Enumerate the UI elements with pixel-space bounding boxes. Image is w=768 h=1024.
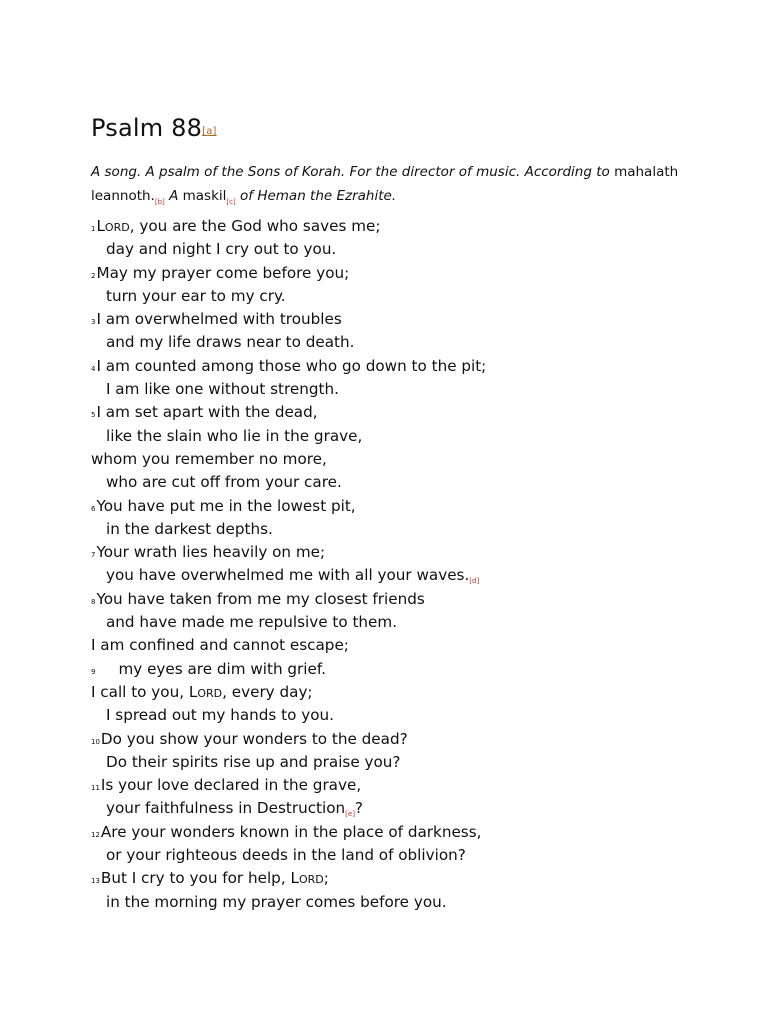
verse-number: 13 xyxy=(91,877,100,886)
verse-number: 9 xyxy=(91,667,96,676)
verse-text: I call to you, xyxy=(91,682,189,701)
verse-line xyxy=(91,495,711,518)
verse-line xyxy=(91,378,711,401)
verse-text: I am set apart with the dead, xyxy=(96,403,318,422)
verse-line xyxy=(91,285,711,308)
page-title xyxy=(91,112,217,144)
verse-number: 5 xyxy=(91,411,96,420)
verse-text: , you are the God who saves me; xyxy=(129,217,381,235)
verse-line xyxy=(91,331,711,354)
verse-text: whom you remember no more, xyxy=(91,449,327,468)
verse-line xyxy=(91,425,711,448)
verse-text: I am like one without strength. xyxy=(106,380,339,399)
footnote-b-link[interactable]: [b] xyxy=(154,198,165,206)
verse-line xyxy=(91,751,711,774)
verse-line xyxy=(91,634,711,657)
verse-text: I am confined and cannot escape; xyxy=(91,636,349,655)
verse-number: 7 xyxy=(91,551,96,560)
verse-line xyxy=(91,471,711,494)
verse-text: ? xyxy=(354,799,363,818)
verse-text: ; xyxy=(323,869,329,888)
verse-text: you have overwhelmed me with all your waves. xyxy=(106,566,470,585)
verse-line xyxy=(91,238,711,261)
verse-line xyxy=(91,821,711,844)
verse-line xyxy=(91,658,711,681)
superscription-roman-1: mahalath leannoth. xyxy=(91,164,679,204)
footnote-c-link[interactable]: [c] xyxy=(226,198,236,206)
superscription xyxy=(91,160,691,208)
verse-text: May my prayer come before you; xyxy=(96,263,350,282)
verse-line xyxy=(91,797,711,820)
verse-number: 1 xyxy=(91,225,96,233)
verse-line xyxy=(91,308,711,331)
verse-text: Are your wonders known in the place of darkness, xyxy=(100,822,482,841)
footnote-a-link[interactable]: [a] xyxy=(202,126,217,137)
verse-text: in the darkest depths. xyxy=(106,519,273,538)
verse-text: You have put me in the lowest pit, xyxy=(96,496,356,515)
footnote-d-link[interactable]: [d] xyxy=(469,577,480,586)
verse-line xyxy=(91,564,711,587)
verse-line xyxy=(91,215,711,238)
verse-text: like the slain who lie in the grave, xyxy=(106,426,363,445)
verse-text: I am counted among those who go down to the pit; xyxy=(96,356,487,375)
verse-text: my eyes are dim with grief. xyxy=(118,659,326,678)
verse-line xyxy=(91,355,711,378)
verse-number: 2 xyxy=(91,271,96,280)
verse-text: turn your ear to my cry. xyxy=(106,286,286,305)
superscription-roman-2: maskil xyxy=(182,188,227,204)
verse-line xyxy=(91,774,711,797)
verse-line xyxy=(91,401,711,424)
title-text: Psalm 88 xyxy=(91,114,203,142)
verse-line xyxy=(91,262,711,285)
verse-number: 6 xyxy=(91,504,96,513)
verse-text: or your righteous deeds in the land of oblivion? xyxy=(106,846,466,865)
verse-text: You have taken from me my closest friends xyxy=(96,589,425,608)
verse-line xyxy=(91,588,711,611)
verse-text: I am overwhelmed with troubles xyxy=(96,310,342,329)
verse-number: 8 xyxy=(91,597,96,606)
verse-text: day and night I cry out to you. xyxy=(106,240,337,259)
verse-line xyxy=(91,518,711,541)
verse-number: 11 xyxy=(91,784,100,793)
verse-number: 10 xyxy=(91,737,100,746)
verse-number: 3 xyxy=(91,318,96,327)
verse-text: Is your love declared in the grave, xyxy=(100,776,362,795)
verse-line xyxy=(91,681,711,704)
verse-text: Your wrath lies heavily on me; xyxy=(96,543,326,562)
verse-text: I spread out my hands to you. xyxy=(106,706,334,725)
superscription-italic-2: A xyxy=(169,188,179,204)
verse-text: your faithfulness in Destruction xyxy=(106,799,346,818)
verse-text: in the morning my prayer comes before you. xyxy=(106,892,447,911)
footnote-e-link[interactable]: [e] xyxy=(345,810,355,819)
verse-line xyxy=(91,541,711,564)
lord-small-caps: Lord xyxy=(290,869,324,888)
verse-line xyxy=(91,867,711,890)
verse-text: Do you show your wonders to the dead? xyxy=(100,729,408,748)
verse-text: and have made me repulsive to them. xyxy=(106,613,398,632)
superscription-italic-3: of Heman the Ezrahite. xyxy=(240,188,397,204)
lord-small-caps: Lord xyxy=(96,217,130,235)
verse-line xyxy=(91,611,711,634)
verse-line xyxy=(91,728,711,751)
verse-line xyxy=(91,704,711,727)
superscription-italic-1: A song. A psalm of the Sons of Korah. For the director of music. According to xyxy=(91,164,610,180)
verse-list xyxy=(91,215,711,914)
verse-text: who are cut off from your care. xyxy=(106,473,342,492)
verse-line xyxy=(91,448,711,471)
verse-text: Do their spirits rise up and praise you? xyxy=(106,752,401,771)
verse-line xyxy=(91,891,711,914)
verse-line xyxy=(91,844,711,867)
verse-number: 4 xyxy=(91,364,96,373)
verse-text: But I cry to you for help, xyxy=(100,869,291,888)
verse-text: , every day; xyxy=(222,682,313,701)
verse-text: and my life draws near to death. xyxy=(106,333,355,352)
verse-number: 12 xyxy=(91,830,100,839)
lord-small-caps: Lord xyxy=(188,682,223,701)
